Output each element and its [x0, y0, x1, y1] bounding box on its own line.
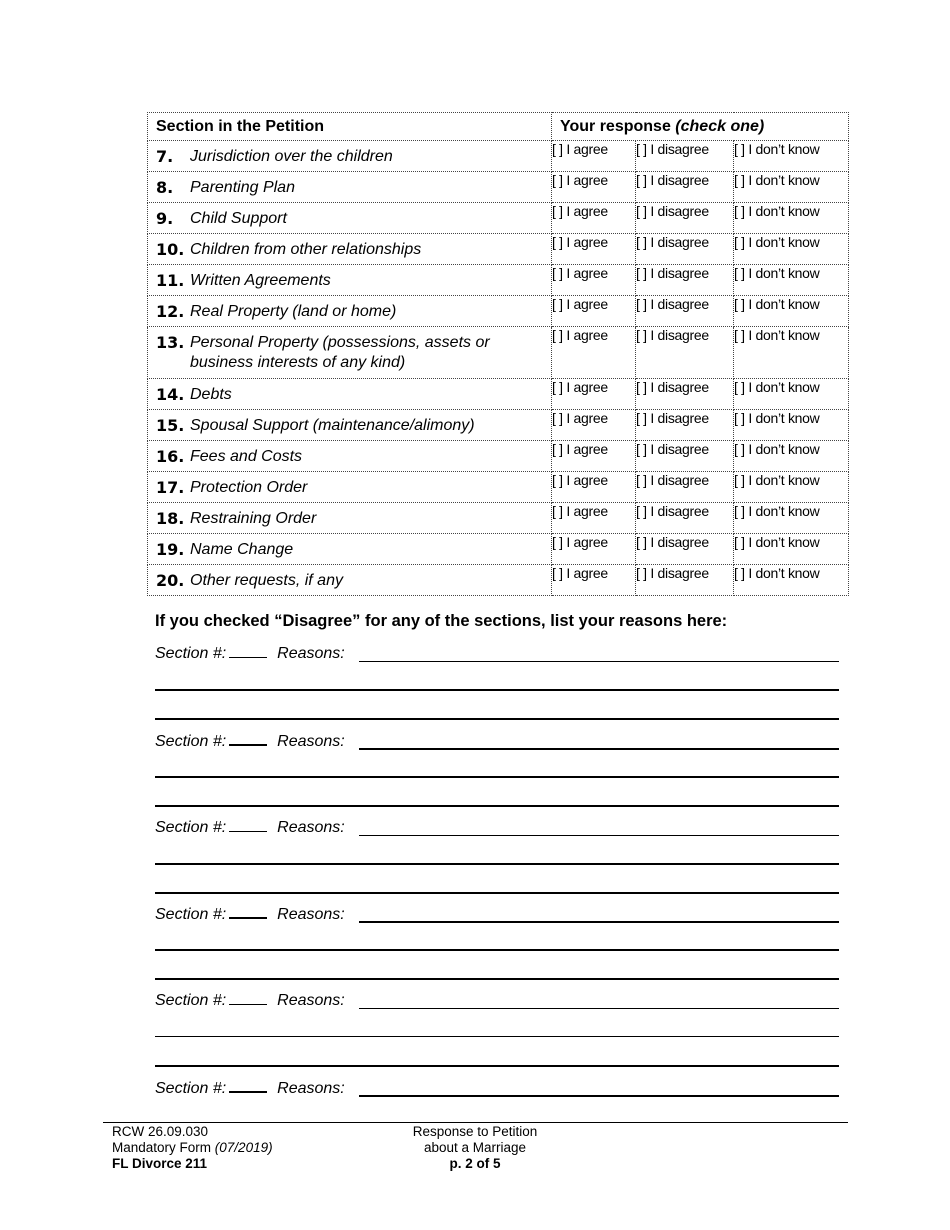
reasons-field[interactable] [359, 748, 839, 750]
footer-center [398, 1124, 552, 1172]
option-dont-know-checkbox[interactable]: [ ] I don’t know [734, 172, 849, 203]
option-agree-checkbox[interactable]: [ ] I agree [552, 472, 636, 503]
reasons-line[interactable] [155, 689, 839, 691]
table-row [148, 534, 849, 565]
reasons-label: Reasons: [277, 906, 345, 923]
option-disagree-checkbox[interactable]: [ ] I disagree [636, 379, 734, 410]
row-label: Spousal Support (maintenance/alimony) [190, 417, 475, 434]
reasons-line[interactable] [155, 718, 839, 720]
option-dont-know-checkbox[interactable]: [ ] I don’t know [734, 234, 849, 265]
option-agree-checkbox[interactable]: [ ] I agree [552, 441, 636, 472]
section-number-label: Section #: [155, 906, 227, 923]
option-disagree-checkbox[interactable]: [ ] I disagree [636, 472, 734, 503]
option-disagree-checkbox[interactable]: [ ] I disagree [636, 565, 734, 596]
option-disagree-checkbox[interactable]: [ ] I disagree [636, 141, 734, 172]
option-disagree-checkbox[interactable]: [ ] I disagree [636, 234, 734, 265]
option-disagree-checkbox[interactable]: [ ] I disagree [636, 503, 734, 534]
row-label: Jurisdiction over the children [190, 148, 393, 165]
footer-rcw: RCW 26.09.030 [112, 1124, 209, 1139]
section-number-field[interactable] [229, 1076, 267, 1093]
option-dont-know-checkbox[interactable]: [ ] I don’t know [734, 203, 849, 234]
row-label: Fees and Costs [190, 448, 303, 465]
reasons-field[interactable] [359, 1008, 839, 1009]
reasons-line[interactable] [155, 1036, 839, 1037]
reasons-label: Reasons: [277, 645, 345, 662]
option-dont-know-checkbox[interactable]: [ ] I don’t know [734, 379, 849, 410]
row-number: 10. [156, 240, 185, 259]
reasons-line[interactable] [155, 978, 839, 980]
row-label: Child Support [190, 210, 287, 227]
table-row [148, 503, 849, 534]
row-label: Debts [190, 386, 232, 403]
option-dont-know-checkbox[interactable]: [ ] I don’t know [734, 327, 849, 379]
section-number-field[interactable] [229, 642, 267, 658]
option-agree-checkbox[interactable]: [ ] I agree [552, 234, 636, 265]
option-disagree-checkbox[interactable]: [ ] I disagree [636, 534, 734, 565]
reasons-label: Reasons: [277, 733, 345, 750]
option-agree-checkbox[interactable]: [ ] I agree [552, 565, 636, 596]
section-number-label: Section #: [155, 1080, 227, 1097]
option-disagree-checkbox[interactable]: [ ] I disagree [636, 441, 734, 472]
header-section: Section in the Petition [148, 113, 552, 141]
table-row [148, 296, 849, 327]
reasons-field[interactable] [359, 835, 839, 836]
table-row [148, 141, 849, 172]
table-row [148, 327, 849, 379]
option-dont-know-checkbox[interactable]: [ ] I don’t know [734, 441, 849, 472]
section-number-label: Section #: [155, 992, 227, 1009]
table-body [148, 141, 849, 596]
reasons-line[interactable] [155, 863, 839, 865]
section-number-label: Section #: [155, 819, 227, 836]
row-number: 19. [156, 540, 185, 559]
option-agree-checkbox[interactable]: [ ] I agree [552, 379, 636, 410]
row-label: Written Agreements [190, 272, 331, 289]
footer-left [112, 1124, 273, 1172]
table-row [148, 472, 849, 503]
reasons-label: Reasons: [277, 1080, 345, 1097]
option-agree-checkbox[interactable]: [ ] I agree [552, 296, 636, 327]
response-table [147, 112, 849, 596]
row-number: 15. [156, 416, 185, 435]
option-dont-know-checkbox[interactable]: [ ] I don’t know [734, 565, 849, 596]
section-number-label: Section #: [155, 645, 227, 662]
table-header-row [148, 113, 849, 141]
option-agree-checkbox[interactable]: [ ] I agree [552, 172, 636, 203]
reasons-field[interactable] [359, 661, 839, 662]
section-number-field[interactable] [229, 989, 267, 1005]
option-disagree-checkbox[interactable]: [ ] I disagree [636, 296, 734, 327]
section-number-field[interactable] [229, 816, 267, 832]
table-row [148, 410, 849, 441]
row-label: Restraining Order [190, 510, 317, 527]
row-label: Real Property (land or home) [190, 303, 397, 320]
option-dont-know-checkbox[interactable]: [ ] I don’t know [734, 296, 849, 327]
option-agree-checkbox[interactable]: [ ] I agree [552, 203, 636, 234]
row-number: 13. [156, 333, 185, 352]
table-row [148, 172, 849, 203]
row-label: Other requests, if any [190, 572, 343, 589]
table-row [148, 265, 849, 296]
option-dont-know-checkbox[interactable]: [ ] I don’t know [734, 141, 849, 172]
reason-section-line [155, 989, 345, 1011]
row-number: 11. [156, 271, 185, 290]
row-label: Protection Order [190, 479, 308, 496]
reason-section-line [155, 642, 345, 664]
row-number: 20. [156, 571, 185, 590]
row-number: 8. [156, 178, 174, 197]
footer-mandatory: Mandatory Form (07/2019) [112, 1140, 273, 1155]
option-agree-checkbox[interactable]: [ ] I agree [552, 265, 636, 296]
reasons-line[interactable] [155, 776, 839, 778]
table-row [148, 565, 849, 596]
option-agree-checkbox[interactable]: [ ] I agree [552, 534, 636, 565]
footer-form-id: FL Divorce 211 [112, 1156, 208, 1171]
footer-page: p. 2 of 5 [449, 1156, 501, 1171]
option-dont-know-checkbox[interactable]: [ ] I don’t know [734, 472, 849, 503]
row-label: Parenting Plan [190, 179, 295, 196]
row-number: 12. [156, 302, 185, 321]
option-agree-checkbox[interactable]: [ ] I agree [552, 503, 636, 534]
table-row [148, 203, 849, 234]
reason-section-line [155, 816, 345, 838]
row-number: 18. [156, 509, 185, 528]
row-number: 7. [156, 147, 174, 166]
row-label: Children from other relationships [190, 241, 422, 258]
table-row [148, 379, 849, 410]
reasons-heading: If you checked “Disagree” for any of the sections, list your reasons here: [155, 612, 728, 630]
row-number: 14. [156, 385, 185, 404]
option-dont-know-checkbox[interactable]: [ ] I don’t know [734, 503, 849, 534]
option-disagree-checkbox[interactable]: [ ] I disagree [636, 172, 734, 203]
option-dont-know-checkbox[interactable]: [ ] I don’t know [734, 534, 849, 565]
option-disagree-checkbox[interactable]: [ ] I disagree [636, 203, 734, 234]
header-response: Your response (check one) [552, 113, 849, 141]
section-number-label: Section #: [155, 733, 227, 750]
section-number-field[interactable] [229, 902, 267, 919]
option-disagree-checkbox[interactable]: [ ] I disagree [636, 410, 734, 441]
footer-divider [103, 1122, 848, 1123]
reason-section-line [155, 729, 345, 751]
reasons-line[interactable] [155, 949, 839, 951]
row-number: 16. [156, 447, 185, 466]
option-dont-know-checkbox[interactable]: [ ] I don’t know [734, 410, 849, 441]
option-disagree-checkbox[interactable]: [ ] I disagree [636, 327, 734, 379]
row-number: 9. [156, 209, 174, 228]
option-disagree-checkbox[interactable]: [ ] I disagree [636, 265, 734, 296]
reason-section-line [155, 902, 345, 924]
table-row [148, 234, 849, 265]
section-number-field[interactable] [229, 729, 267, 746]
row-label: Personal Property (possessions, assets or business interests of any kind) [190, 334, 490, 371]
footer-title-2: about a Marriage [423, 1140, 527, 1155]
reasons-line[interactable] [155, 1065, 839, 1067]
reason-section-line [155, 1076, 345, 1098]
table-row [148, 441, 849, 472]
row-label: Name Change [190, 541, 294, 558]
option-dont-know-checkbox[interactable]: [ ] I don’t know [734, 265, 849, 296]
reasons-field[interactable] [359, 1095, 839, 1097]
reasons-label: Reasons: [277, 992, 345, 1009]
option-agree-checkbox[interactable]: [ ] I agree [552, 327, 636, 379]
option-agree-checkbox[interactable]: [ ] I agree [552, 410, 636, 441]
option-agree-checkbox[interactable]: [ ] I agree [552, 141, 636, 172]
reasons-label: Reasons: [277, 819, 345, 836]
reasons-line[interactable] [155, 805, 839, 807]
reasons-line[interactable] [155, 892, 839, 894]
footer-title-1: Response to Petition [412, 1124, 538, 1139]
reasons-field[interactable] [359, 921, 839, 923]
row-number: 17. [156, 478, 185, 497]
